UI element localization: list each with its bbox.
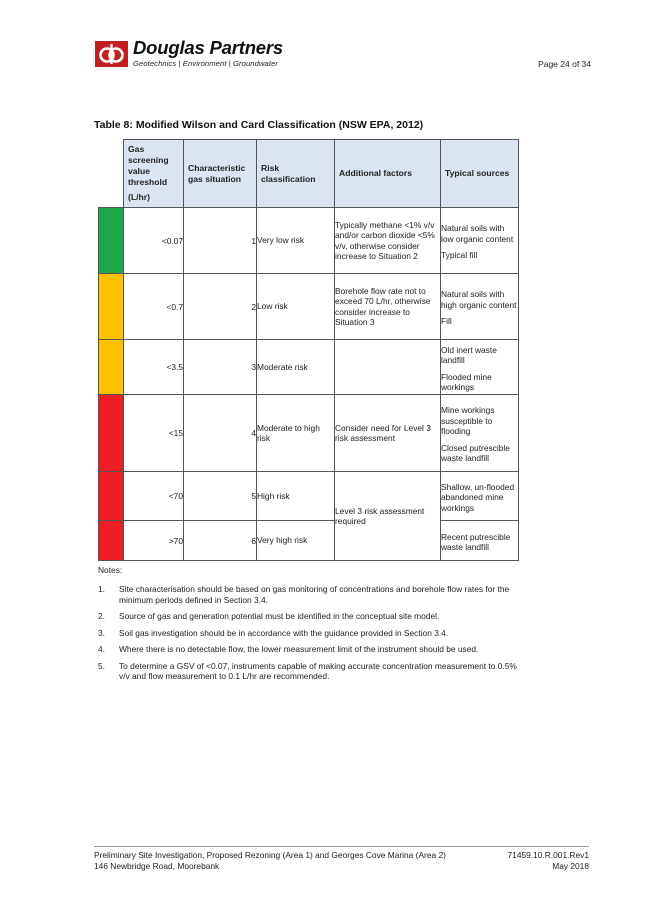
sources-cell	[441, 521, 519, 561]
footer-address: 146 Newbridge Road, Moorebank	[94, 860, 220, 871]
note-number: 3.	[98, 627, 105, 638]
classification-table	[98, 139, 519, 561]
note-text: Source of gas and generation potential must be identified in the conceptual site model.	[119, 611, 440, 621]
note-number: 1.	[98, 584, 105, 594]
note-text: Soil gas investigation should be in accordance with the guidance provided in Section 3.4.	[119, 627, 449, 638]
risk-color-swatch	[99, 274, 124, 340]
risk-color-swatch	[99, 472, 124, 521]
risk-cell: Low risk	[257, 274, 335, 340]
table-row	[99, 340, 519, 395]
sources-cell	[441, 340, 519, 395]
note-item	[98, 628, 518, 639]
table-row	[99, 395, 519, 472]
situation-cell: 4	[184, 395, 257, 472]
header-threshold	[124, 140, 184, 208]
header-threshold-unit: (L/hr)	[128, 192, 150, 202]
note-text: To determine a GSV of <0.07, instruments capable of making accurate concentration measurement to 0.5% v/v and flow measurement to 0.1 L/hr are recommended.	[119, 660, 517, 681]
sources-cell	[441, 208, 519, 274]
header-threshold-label: Gas screening value threshold	[128, 144, 169, 187]
table-caption: Table 8: Modified Wilson and Card Classification (NSW EPA, 2012)	[94, 119, 424, 131]
header-sources: Typical sources	[441, 140, 519, 208]
situation-cell: 2	[184, 274, 257, 340]
factors-cell	[335, 340, 441, 395]
header-factors: Additional factors	[335, 140, 441, 208]
table-row	[99, 208, 519, 274]
company-name: Douglas Partners	[133, 37, 283, 58]
note-item	[98, 584, 518, 605]
source-item: Shallow, un-flooded abandoned mine workings	[441, 481, 515, 513]
threshold-cell: <0.07	[124, 208, 184, 274]
risk-color-swatch	[99, 395, 124, 472]
header-risk: Risk classification	[257, 140, 335, 208]
footer-date: May 2018	[552, 860, 589, 871]
threshold-cell: <0.7	[124, 274, 184, 340]
source-item: Flooded mine workings	[441, 371, 492, 392]
note-number: 5.	[98, 660, 105, 671]
risk-color-swatch	[99, 521, 124, 561]
source-item: Mine workings susceptible to flooding	[441, 405, 495, 437]
risk-cell: High risk	[257, 472, 335, 521]
source-item: Natural soils with low organic content	[441, 223, 514, 244]
sources-cell	[441, 395, 519, 472]
threshold-cell: <3.5	[124, 340, 184, 395]
threshold-cell: <15	[124, 395, 184, 472]
footer-project-title: Preliminary Site Investigation, Proposed Rezoning (Area 1) and Georges Cove Marina (Area 2)	[94, 850, 446, 860]
risk-cell: Very high risk	[257, 521, 335, 561]
note-text: Site characterisation should be based on gas monitoring of concentrations and borehole flow rates for the minimum periods defined in Section 3.4.	[119, 584, 510, 605]
situation-cell: 1	[184, 208, 257, 274]
notes-section	[98, 565, 518, 688]
factors-cell: Level 3 risk assessment required	[335, 472, 441, 561]
note-item	[98, 661, 518, 682]
table-row	[99, 521, 519, 561]
header-situation: Characteristic gas situation	[184, 140, 257, 208]
risk-color-swatch	[99, 208, 124, 274]
sources-cell	[441, 274, 519, 340]
risk-cell: Moderate to high risk	[257, 395, 335, 472]
table-header-row	[99, 140, 519, 208]
note-item	[98, 611, 518, 622]
factors-cell: Consider need for Level 3 risk assessment	[335, 395, 441, 472]
footer-project	[94, 850, 446, 871]
table-row	[99, 472, 519, 521]
company-tagline: Geotechnics | Environment | Groundwater	[133, 59, 279, 68]
dp-logo-icon	[95, 41, 128, 67]
page-number: Page 24 of 34	[538, 59, 591, 69]
company-logo	[95, 37, 305, 70]
source-item: Closed putrescible waste landfill	[441, 442, 510, 464]
situation-cell: 6	[184, 521, 257, 561]
footer-divider	[94, 846, 589, 847]
note-text: Where there is no detectable flow, the lower measurement limit of the instrument should be used.	[119, 644, 479, 654]
sources-cell	[441, 472, 519, 521]
risk-cell: Moderate risk	[257, 340, 335, 395]
threshold-cell: <70	[124, 472, 184, 521]
factors-cell: Typically methane <1% v/v and/or carbon dioxide <5% v/v, otherwise consider increase to Situation 2	[335, 208, 441, 274]
header-blank-cell	[99, 140, 124, 208]
factors-cell: Borehole flow rate not to exceed 70 L/hr, otherwise consider increase to Situation 3	[335, 274, 441, 340]
note-number: 2.	[98, 611, 105, 621]
risk-color-swatch	[99, 340, 124, 395]
risk-cell: Very low risk	[257, 208, 335, 274]
source-item: Typical fill	[441, 250, 478, 261]
situation-cell: 5	[184, 472, 257, 521]
note-number: 4.	[98, 644, 105, 654]
note-item	[98, 644, 518, 655]
footer-reference	[508, 850, 590, 871]
table-row	[99, 274, 519, 340]
situation-cell: 3	[184, 340, 257, 395]
threshold-cell: >70	[124, 521, 184, 561]
source-item: Old inert waste landfill	[441, 344, 497, 365]
source-item: Natural soils with high organic content	[441, 289, 517, 310]
footer-report-number: 71459.10.R.001.Rev1	[507, 850, 589, 860]
source-item: Fill	[441, 316, 452, 327]
notes-title: Notes:	[98, 565, 123, 575]
source-item: Recent putrescible waste landfill	[441, 531, 511, 552]
